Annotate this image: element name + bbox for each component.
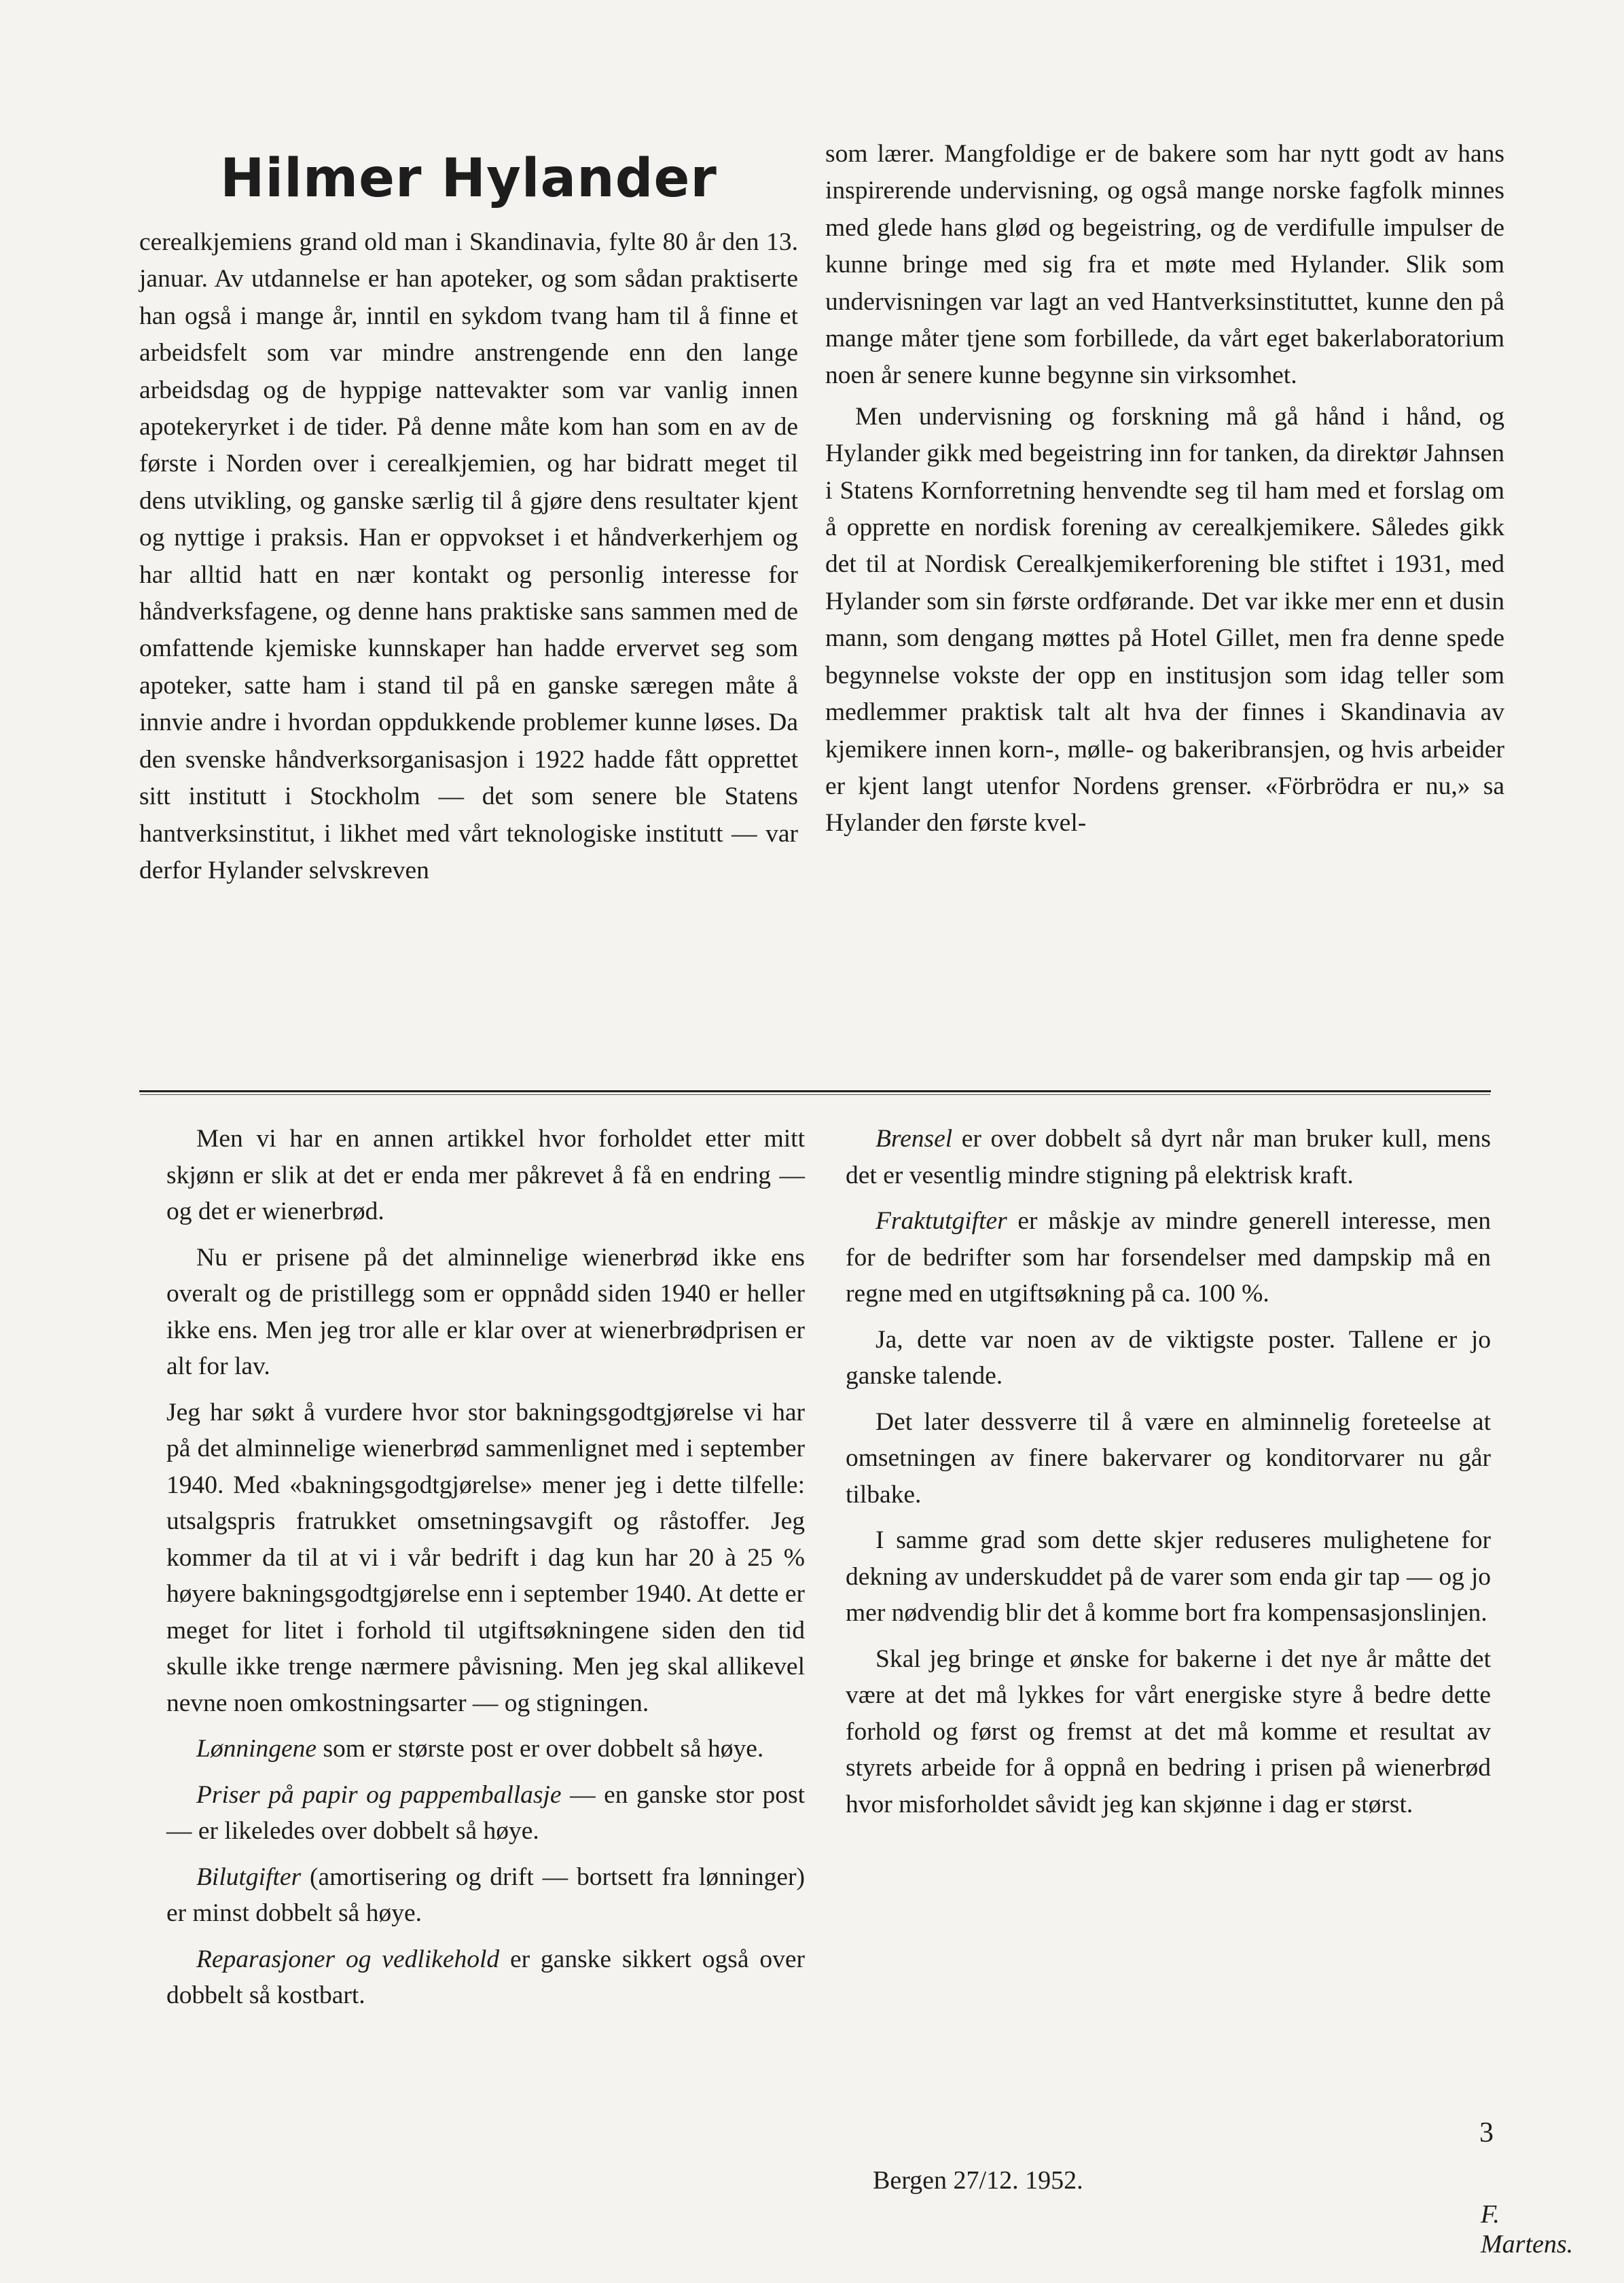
article-left-column: [139, 136, 798, 889]
paragraph-text: (amortisering og drift — bortsett fra lønninger) er minst dobbelt så høye.: [166, 1863, 805, 1927]
article-paragraph: Men vi har en annen artikkel hvor forholdet etter mitt skjønn er slik at det er enda mer påkrevet å få en endring — og det er wienerbrød.: [166, 1125, 805, 1225]
section-divider: [139, 1090, 1491, 1092]
emphasis-text: Fraktutgifter: [876, 1207, 1007, 1235]
article-right-column: [825, 136, 1504, 842]
emphasis-text: Priser på papir og pappemballasje: [196, 1780, 562, 1809]
article-right-column: [846, 1121, 1491, 1822]
article-paragraph: [846, 1203, 1491, 1312]
article-paragraph: [166, 1941, 805, 2014]
hylander-article: [139, 136, 1525, 1039]
page-number: 3: [1479, 2117, 1494, 2149]
article-paragraph: som lærer. Mangfoldige er de bakere som har nytt godt av hans inspirerende undervisning, og også mange norske fagfolk minnes med glede hans glød og begeistring, og de verdifulle impulser de kunne bringe med sig fra et møte med Hylander. Slik som undervisningen var lagt an ved Hantverksinstituttet, kunne den på mange måter tjene som forbillede, da vårt eget bakerlaboratorium noen år senere kunne begynne sin virksomhet.: [825, 140, 1504, 390]
wienerbrod-article: [166, 1121, 1574, 2259]
article-paragraph: Det later dessverre til å være en alminnelig foreteelse at omsetningen av finere bakervarer og konditorvarer nu går tilbake.: [846, 1407, 1491, 1509]
article-paragraph: Jeg har søkt å vurdere hvor stor bakningsgodtgjørelse vi har på det alminnelige wienerbrød sammenlignet med i september 1940. Med «bakningsgodtgjørelse» mener jeg i dette tilfelle: utsalgspris fratrukket omsetningsavgift og råstoffer. Jeg kommer da til at vi i vår bedrift i dag kun har 20 à 25 % høyere bakningsgodtgjørelse enn i september 1940. At dette er meget for litet i forhold til utgiftsøkningene siden den tid skulle ikke trenge nærmere påvisning. Men jeg skal allikevel nevne noen omkostningsarter — og stigningen.: [166, 1398, 805, 1717]
emphasis-text: Brensel: [876, 1125, 953, 1153]
article-paragraph: Skal jeg bringe et ønske for bakerne i det nye år måtte det være at det må lykkes for vårt energiske styre å bedre dette forhold og først og fremst at det må komme et resultat av styrets arbeide for å oppnå en bedring i prisen på wienerbrød hvor misforholdet såvidt jeg kan skjønne i dag er størst.: [846, 1644, 1491, 1818]
article-paragraph: [166, 1777, 805, 1850]
paragraph-text: — en ganske stor post — er likeledes over dobbelt så høye.: [166, 1780, 806, 1845]
article-paragraph: Nu er prisene på det alminnelige wienerbrød ikke ens overalt og de pristillegg som er oppnådd siden 1940 er heller ikke ens. Men jeg tror alle er klar over at wienerbrødprisen er alt for lav.: [166, 1243, 805, 1380]
article-paragraph: [846, 1121, 1491, 1193]
article-paragraph: Men undervisning og forskning må gå hånd i hånd, og Hylander gikk med begeistring inn for tanken, da direktør Jahnsen i Statens Kornforretning henvendte seg til ham med et forslag om å opprette en nordisk forening av cerealkjemikere. Således gikk det til at Nordisk Cerealkjemikerforening ble stiftet i 1931, med Hylander som sin første ordførande. Det var ikke mer enn et dusin mann, som dengang møttes på Hotel Gillet, men fra denne spede begynnelse vokste der opp en institusjon som idag teller som medlemmer praktisk talt alt hva der finnes i Skandinavia av kjemikere innen korn-, mølle- og bakeribransjen, og hvis arbeider er kjent langt utenfor Nordens grenser. «Förbrödra er nu,» sa Hylander den første kvel-: [825, 402, 1504, 838]
article-paragraph: cerealkjemiens grand old man i Skandinavia, fylte 80 år den 13. januar. Av utdannelse er han apoteker, og som sådan praktiserte han også i mange år, inntil en sykdom tvang ham til å finne et arbeidsfelt som var mindre anstrengende enn den lange arbeidsdag og de hyppige nattevakter som var vanlig innen apotekeryrket i de tider. På denne måte kom han som en av de første i Norden over i cerealkjemien, og har bidratt meget til dens utvikling, og ganske særlig til å gjøre dens resultater kjent og nyttige i praksis. Han er oppvokset i et håndverkerhjem og har alltid hatt en nær kontakt og personlig interesse for håndverksfagene, og denne hans praktiske sans sammen med de omfattende kjemiske kunnskaper han hadde ervervet seg som apoteker, satte ham i stand til på en ganske særegen måte å innvie andre i hvordan oppdukkende problemer kunne løses. Da den svenske håndverksorganisasjon i 1922 hadde fått opprettet sitt institutt i Stockholm — det som senere ble Statens hantverksinstitut, i likhet med vårt teknologiske institutt — var derfor Hylander selvskreven: [139, 228, 798, 884]
paragraph-text: er over dobbelt så dyrt når man bruker kull, mens det er vesentlig mindre stigning på elektrisk kraft.: [846, 1125, 1491, 1189]
paragraph-text: som er største post er over dobbelt så høye.: [317, 1735, 764, 1763]
paragraph-text: er måskje av mindre generell interesse, men for de bedrifter som har forsendelser med dampskip må en regne med en utgiftsøkning på ca. 100 %.: [846, 1207, 1491, 1308]
emphasis-text: Lønningene: [196, 1735, 317, 1763]
article-paragraph: Ja, dette var noen av de viktigste poster. Tallene er jo ganske talende.: [846, 1325, 1491, 1390]
signature-place-date: Bergen 27/12. 1952.: [873, 2166, 1083, 2195]
article-paragraph: [166, 1859, 805, 1932]
signature-author: F. Martens.: [1481, 2200, 1574, 2259]
emphasis-text: Reparasjoner og vedlikehold: [196, 1945, 500, 1973]
article-paragraph: [166, 1731, 805, 1767]
article-paragraph: I samme grad som dette skjer reduseres mulighetene for dekning av underskuddet på de varer som enda gir tap — og jo mer nødvendig blir det å komme bort fra kompensasjonslinjen.: [846, 1526, 1491, 1627]
paragraph-text: er ganske sikkert også over dobbelt så kostbart.: [166, 1945, 805, 2009]
article-left-column: [166, 1121, 805, 2014]
article-title: Hilmer Hylander: [220, 148, 717, 209]
emphasis-text: Bilutgifter: [196, 1863, 302, 1891]
